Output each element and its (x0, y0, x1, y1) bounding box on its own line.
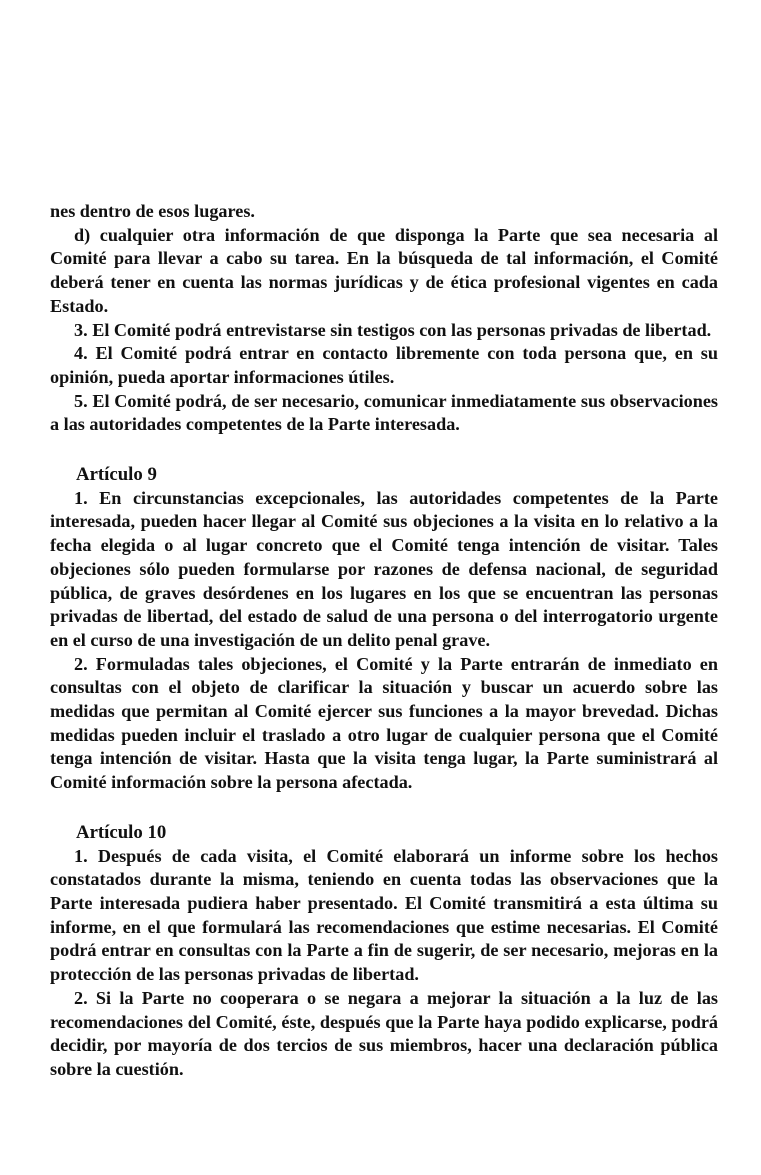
article-10-heading: Artículo 10 (76, 821, 167, 843)
article-10-paragraph-1: 1. Después de cada visita, el Comité elaborará un informe sobre los hechos constatados durante la misma, teniendo en cuenta todas las observaciones que la Parte interesada pudiera haber presentado. El Comité transmitirá a esta última su informe, en el que formulará las recomendaciones que estime necesarias. El Comité podrá entrar en consultas con la Parte a fin de sugerir, de ser necesario, mejoras en la protección de las personas privadas de libertad. (50, 845, 718, 985)
paragraph-continuation: nes dentro de esos lugares. (50, 201, 255, 221)
article-9-paragraph-1: 1. En circunstancias excepcionales, las autoridades competentes de la Parte interesada, pueden hacer llegar al Comité sus objeciones a la visita en lo relativo a la fecha elegida o al lugar concreto que el Comité tenga intención de visitar. Tales objeciones sólo pueden formularse por razones de defensa nacional, de seguridad pública, de graves desórdenes en los lugares en los que se encuentran las personas privadas de libertad, del estado de salud de una persona o del interrogatorio urgente en el curso de una investigación de un delito penal grave. (50, 487, 718, 650)
paragraph-5: 5. El Comité podrá, de ser necesario, comunicar inmediatamente sus observaciones a las autoridades competentes de la Parte interesada. (50, 390, 718, 435)
paragraph-4: 4. El Comité podrá entrar en contacto libremente con toda persona que, en su opinión, pueda aportar informaciones útiles. (50, 343, 718, 387)
paragraph-item-d: d) cualquier otra información de que disponga la Parte que sea necesaria al Comité para llevar a cabo su tarea. En la búsqueda de tal información, el Comité deberá tener en cuenta las normas jurídicas y de ética profesional vigentes en cada Estado. (50, 224, 718, 316)
document-page (50, 200, 718, 1082)
article-9-heading: Artículo 9 (76, 464, 157, 486)
article-9-paragraph-2: 2. Formuladas tales objeciones, el Comité y la Parte entrarán de inmediato en consultas con el objeto de clarificar la situación y buscar un acuerdo sobre las medidas que permitan al Comité ejercer sus funciones a la mayor brevedad. Dichas medidas pueden incluir el traslado a otro lugar de cualquier persona que el Comité tenga intención de visitar. Hasta que la visita tenga lugar, la Parte suministrará al Comité información sobre la persona afectada. (50, 653, 718, 793)
paragraph-3: 3. El Comité podrá entrevistarse sin testigos con las personas privadas de libertad. (74, 319, 712, 340)
article-10-paragraph-2: 2. Si la Parte no cooperara o se negara a mejorar la situación a la luz de las recomendaciones del Comité, éste, después que la Parte haya podido explicarse, podrá decidir, por mayoría de dos tercios de sus miembros, hacer una declaración pública sobre la cuestión. (50, 987, 718, 1079)
